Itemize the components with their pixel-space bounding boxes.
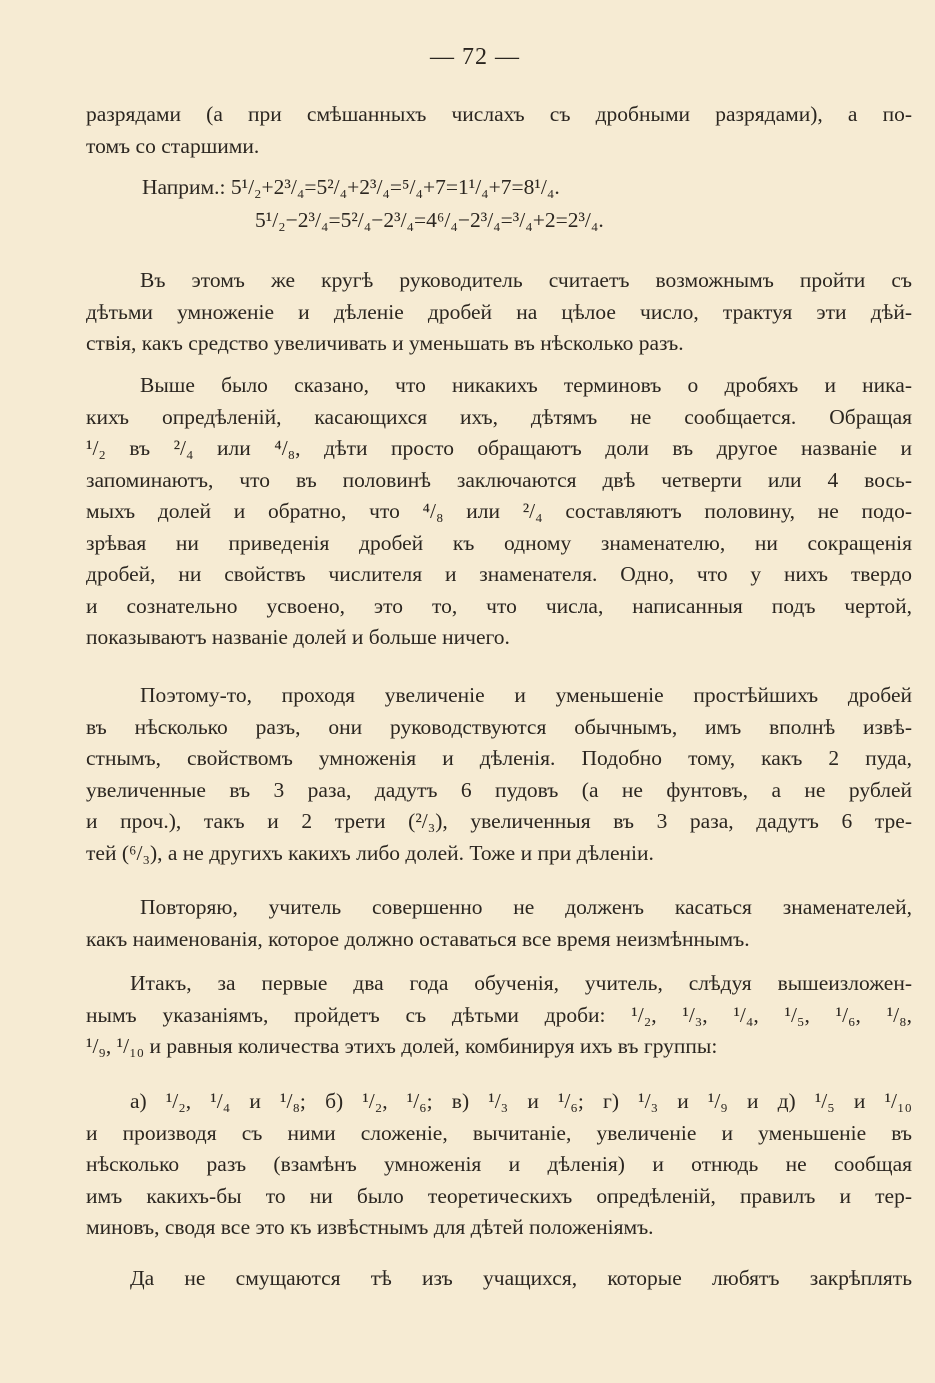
text-line: зрѣвая ни приведенія дробей къ одному знаменателю, ни сокращенія — [86, 530, 912, 555]
paragraph — [86, 265, 912, 360]
example-formulas — [142, 172, 862, 204]
text-line: дробей, ни свойствъ числителя и знаменателя. Одно, что у нихъ твердо — [86, 562, 912, 586]
text-line: кихъ опредѣленій, касающихся ихъ, дѣтямъ не сообщается. Обращая — [86, 404, 912, 429]
text-line: а) ¹/₂, ¹/₄ и ¹/₈; б) ¹/₂, ¹/₆; в) ¹/₃ и ¹/₆; г) ¹/₃ и ¹/₉ и д) ¹/₅ и ¹/₁₀ — [130, 1089, 912, 1113]
paragraph — [86, 1086, 912, 1244]
text-line: ¹/₂ въ ²/₄ или ⁴/₈, дѣти просто обращаютъ доли въ другое названіе и — [86, 436, 912, 460]
text-line: разрядами (а при смѣшанныхъ числахъ съ дробными разрядами), а по- — [86, 102, 912, 126]
text-line: томъ со старшими. — [86, 133, 260, 158]
paragraph — [86, 680, 912, 869]
text-line: увеличенные въ 3 раза, дадутъ 6 пудовъ (а не фунтовъ, а не рублей — [86, 777, 912, 802]
text-line: мыхъ долей и обратно, что ⁴/₈ или ²/₄ составляютъ половину, не подо- — [86, 499, 912, 523]
text-line: ствія, какъ средство увеличивать и уменьшать въ нѣсколько разъ. — [86, 331, 684, 355]
formula-line: Наприм.: 5¹/₂+2³/₄=5²/₄+2³/₄=⁵/₄+7=1¹/₄+7=8¹/₄. — [142, 175, 560, 199]
text-line: нымъ указаніямъ, пройдетъ съ дѣтьми дроби: ¹/₂, ¹/₃, ¹/₄, ¹/₅, ¹/₆, ¹/₈, — [86, 1002, 912, 1027]
text-line: Повторяю, учитель совершенно не долженъ касаться знаменателей, — [140, 895, 912, 919]
text-line: и проч.), такъ и 2 трети (²/₃), увеличенныя въ 3 раза, дадутъ 6 тре- — [86, 809, 912, 833]
text-line: и производя съ ними сложеніе, вычитаніе, увеличеніе и уменьшеніе въ — [86, 1120, 912, 1145]
text-line: Поэтому-то, проходя увеличеніе и уменьшеніе простѣйшихъ дробей — [140, 683, 912, 707]
paragraph — [86, 1263, 912, 1295]
text-line: какъ наименованія, которое должно оставаться все время неизмѣннымъ. — [86, 926, 750, 951]
paragraph — [86, 370, 912, 654]
text-line: въ нѣсколько разъ, они руководствуются обычнымъ, имъ вполнѣ извѣ- — [86, 714, 912, 739]
example-formulas-2 — [255, 205, 875, 237]
paragraph — [86, 892, 912, 955]
text-line: Выше было сказано, что никакихъ терминовъ о дробяхъ и ника- — [140, 373, 912, 397]
text-line: запоминаютъ, что въ половинѣ заключаются двѣ четверти или 4 вось- — [86, 467, 912, 492]
text-line: ¹/₉, ¹/₁₀ и равныя количества этихъ долей, комбинируя ихъ въ группы: — [86, 1034, 718, 1058]
text-line: тей (⁶/₃), а не другихъ какихъ либо долей. Тоже и при дѣленіи. — [86, 840, 654, 865]
paragraph-continuation — [86, 99, 912, 162]
page-number: — 72 — — [430, 44, 520, 70]
text-line: дѣтьми умноженіе и дѣленіе дробей на цѣлое число, трактуя эти дѣй- — [86, 299, 912, 324]
formula-line: 5¹/₂−2³/₄=5²/₄−2³/₄=4⁶/₄−2³/₄=³/₄+2=2³/₄. — [255, 208, 604, 232]
text-line: имъ какихъ-бы то ни было теоретическихъ опредѣленій, правилъ и тер- — [86, 1183, 912, 1208]
text-line: Въ этомъ же кругѣ руководитель считаетъ возможнымъ пройти съ — [140, 268, 912, 292]
text-line: стнымъ, свойствомъ умноженія и дѣленія. Подобно тому, какъ 2 пуда, — [86, 746, 912, 770]
text-line: показываютъ названіе долей и больше ничего. — [86, 625, 510, 649]
text-line: миновъ, сводя все это къ извѣстнымъ для дѣтей положеніямъ. — [86, 1215, 654, 1239]
text-line: Итакъ, за первые два года обученія, учитель, слѣдуя вышеизложен- — [130, 971, 912, 995]
paragraph — [86, 968, 912, 1063]
text-line: Да не смущаются тѣ изъ учащихся, которые любятъ закрѣплять — [130, 1266, 912, 1290]
text-line: нѣсколько разъ (взамѣнъ умноженія и дѣленія) и отнюдь не сообщая — [86, 1152, 912, 1176]
text-line: и сознательно усвоено, это то, что числа, написанныя подъ чертой, — [86, 593, 912, 618]
